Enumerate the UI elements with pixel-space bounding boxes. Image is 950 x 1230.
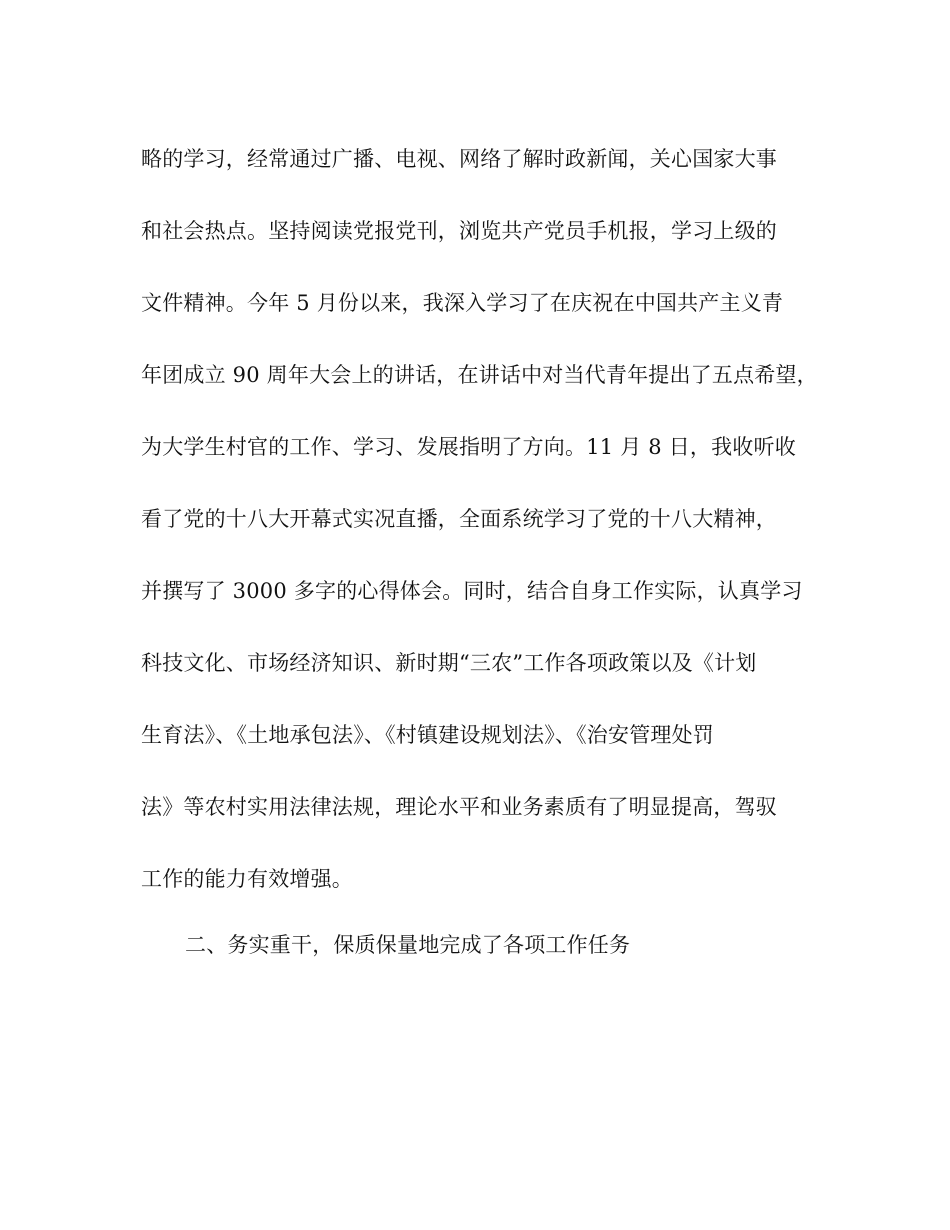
paragraph-line: 和社会热点。坚持阅读党报党刊，浏览共产党员手机报，学习上级的 [141,219,777,243]
paragraph-line: 年团成立 90 周年大会上的讲话，在讲话中对当代青年提出了五点希望， [141,363,818,387]
paragraph-line: 略的学习，经常通过广播、电视、网络了解时政新闻，关心国家大事 [141,147,777,171]
paragraph-line: 生育法》、《土地承包法》、《村镇建设规划法》、《治安管理处罚 [141,723,714,747]
paragraph-line: 科技文化、市场经济知识、新时期“三农”工作各项政策以及《计划 [141,651,757,675]
section-heading: 二、务实重干，保质保量地完成了各项工作任务 [185,933,631,957]
paragraph-line: 工作的能力有效增强。 [141,867,353,891]
paragraph-line: 看了党的十八大开幕式实况直播，全面系统学习了党的十八大精神， [141,507,777,531]
paragraph-line: 文件精神。今年 5 月份以来，我深入学习了在庆祝在中国共产主义青 [141,291,784,315]
paragraph-line: 并撰写了 3000 多字的心得体会。同时，结合自身工作实际，认真学习 [141,579,803,603]
paragraph-line: 为大学生村官的工作、学习、发展指明了方向。11 月 8 日，我收听收 [141,435,796,459]
paragraph-line: 法》等农村实用法律法规，理论水平和业务素质有了明显提高，驾驭 [141,795,777,819]
